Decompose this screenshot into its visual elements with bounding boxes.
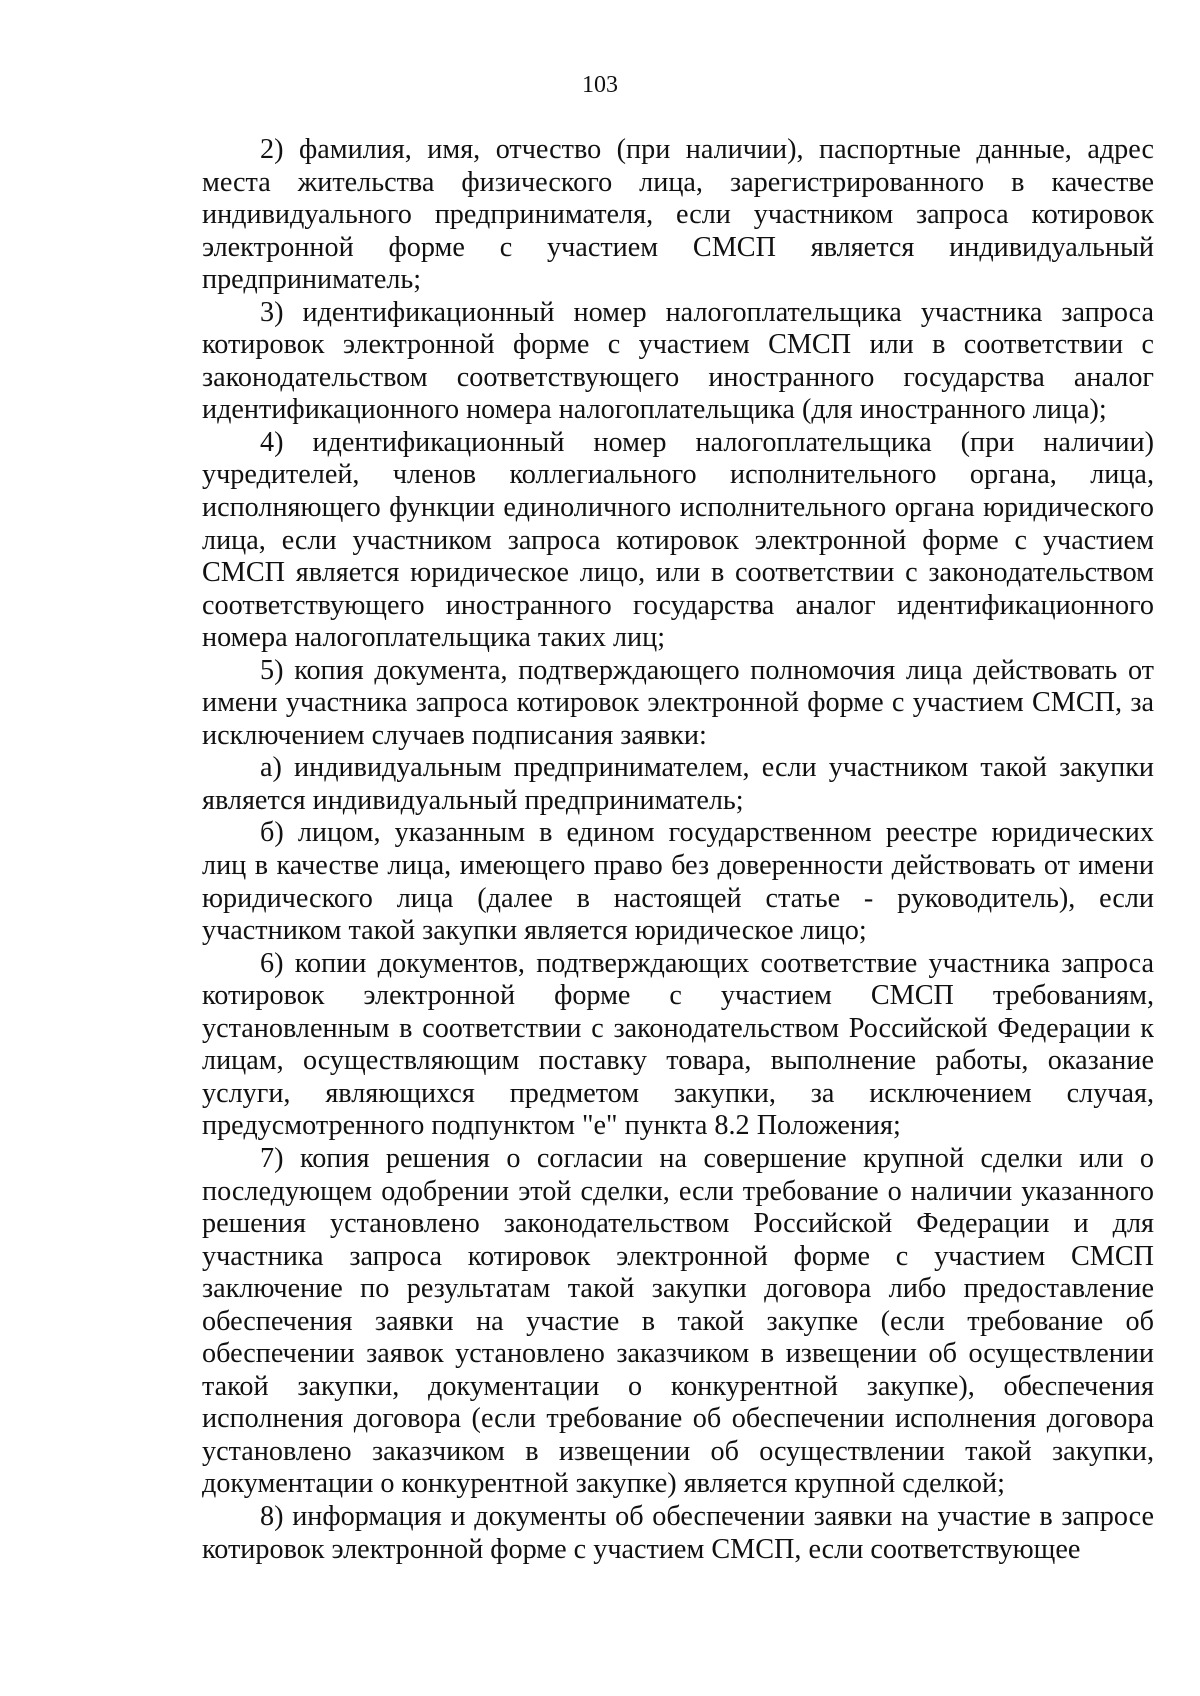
paragraph-subitem-b: б) лицом, указанным в едином государственном реестре юридических лиц в качестве лица, имеющего право без доверенности действовать от имени юридического лица (далее в настоящей статье - руководитель), если участником такой закупки является юридическое лицо;: [202, 817, 1154, 947]
document-body: [202, 134, 1154, 1566]
paragraph-item-7: 7) копия решения о согласии на совершение крупной сделки или о последующем одобрении этой сделки, если требование о наличии указанного решения установлено законодательством Российской Федерации и для участника запроса котировок электронной форме с участием СМСП заключение по результатам такой закупки договора либо предоставление обеспечения заявки на участие в такой закупке (если требование об обеспечении заявок установлено заказчиком в извещении об осуществлении такой закупки, документации о конкурентной закупке), обеспечения исполнения договора (если требование об обеспечении исполнения договора установлено заказчиком в извещении об осуществлении такой закупки, документации о конкурентной закупке) является крупной сделкой;: [202, 1142, 1154, 1500]
paragraph-item-4: 4) идентификационный номер налогоплательщика (при наличии) учредителей, членов коллегиального исполнительного органа, лица, исполняющего функции единоличного исполнительного органа юридического лица, если участником запроса котировок электронной форме с участием СМСП является юридическое лицо, или в соответствии с законодательством соответствующего иностранного государства аналог идентификационного номера налогоплательщика таких лиц;: [202, 426, 1154, 654]
paragraph-item-6: 6) копии документов, подтверждающих соответствие участника запроса котировок электронной форме с участием СМСП требованиям, установленным в соответствии с законодательством Российской Федерации к лицам, осуществляющим поставку товара, выполнение работы, оказание услуги, являющихся предметом закупки, за исключением случая, предусмотренного подпунктом "е" пункта 8.2 Положения;: [202, 947, 1154, 1142]
paragraph-subitem-a: а) индивидуальным предпринимателем, если участником такой закупки является индивидуальный предприниматель;: [202, 752, 1154, 816]
paragraph-item-2: 2) фамилия, имя, отчество (при наличии), паспортные данные, адрес места жительства физического лица, зарегистрированного в качестве индивидуального предпринимателя, если участником запроса котировок электронной форме с участием СМСП является индивидуальный предприниматель;: [202, 134, 1154, 296]
paragraph-item-3: 3) идентификационный номер налогоплательщика участника запроса котировок электронной форме с участием СМСП или в соответствии с законодательством соответствующего иностранного государства аналог идентификационного номера налогоплательщика (для иностранного лица);: [202, 296, 1154, 426]
page-number: 103: [582, 72, 618, 98]
paragraph-item-8: 8) информация и документы об обеспечении заявки на участие в запросе котировок электронной форме с участием СМСП, если соответствующее: [202, 1500, 1154, 1565]
paragraph-item-5: 5) копия документа, подтверждающего полномочия лица действовать от имени участника запроса котировок электронной форме с участием СМСП, за исключением случаев подписания заявки:: [202, 654, 1154, 751]
